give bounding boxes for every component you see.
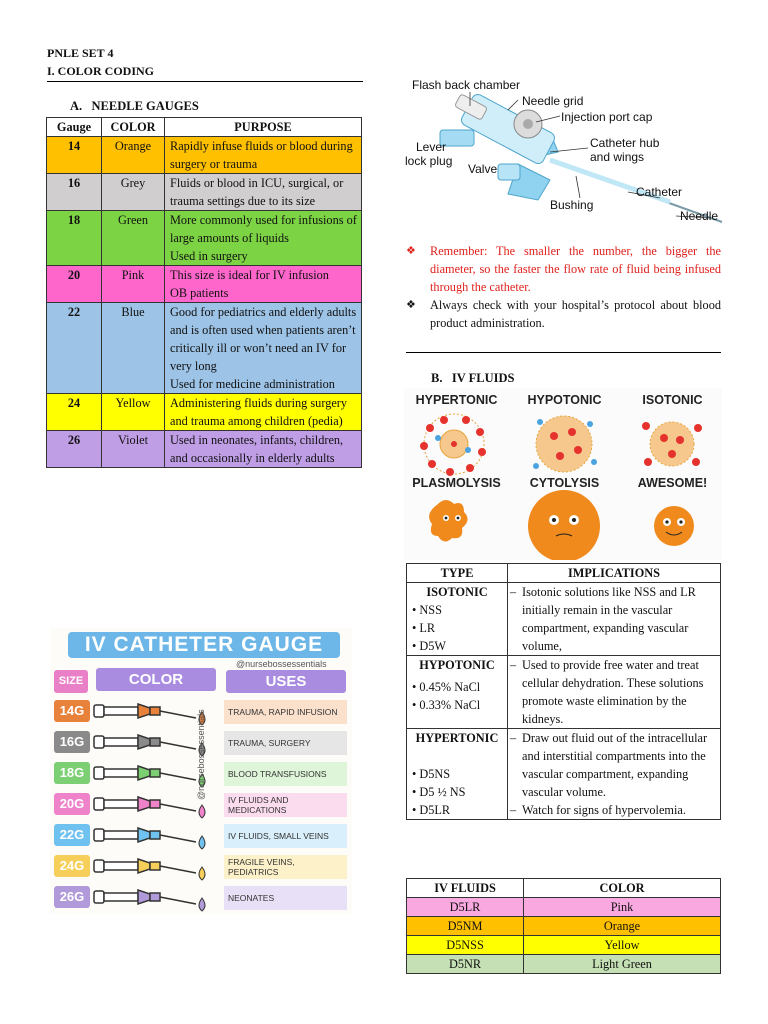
bullet-dot-icon: • [412, 621, 420, 635]
bullet-dot-icon: • [412, 698, 420, 712]
fluid-color-cell: Yellow [524, 936, 721, 955]
purpose-line: OB patients [170, 286, 229, 300]
purpose-line: Used for medicine administration [170, 377, 335, 391]
purpose-cell [165, 431, 362, 468]
purpose-line: Good for pediatrics and elderly adults and is often used when patients aren’t critically ill or won’t need an IV for very long [170, 305, 357, 373]
type-cell [407, 656, 508, 729]
fluid-type-name: HYPOTONIC [419, 658, 495, 672]
table-row [407, 583, 721, 656]
table-header-row [407, 879, 721, 898]
implication-text: Used to provide free water and treat cellular dehydration. These solutions promote waste elimination by the kidneys. [522, 658, 704, 726]
header-divider [47, 81, 363, 82]
implications-cell [508, 656, 721, 729]
valve [498, 164, 520, 180]
purpose-cell [165, 303, 362, 394]
table-row [47, 266, 362, 303]
isotonic-cartoon [654, 506, 694, 546]
infographic-handle: @nursebossessentials [236, 659, 327, 669]
bullet-dot-icon: • [412, 603, 420, 617]
infographic-handle-vertical: @nursebossessentials [196, 709, 206, 800]
column-header-gauge: Gauge [47, 118, 102, 137]
gauge-size-badge: 14G [54, 700, 90, 722]
spacer [409, 747, 505, 765]
dash-bullet-icon: – [510, 803, 517, 817]
implications-cell [508, 583, 721, 656]
type-cell [407, 583, 508, 656]
catheter-needle-icon [92, 882, 220, 912]
type-cell [407, 729, 508, 820]
purpose-cell [165, 174, 362, 211]
gauge-cell: 16 [47, 174, 102, 211]
purpose-line: Used in surgery [170, 249, 248, 263]
fluid-example [409, 783, 505, 801]
label-lock-plug: lock plug [405, 154, 453, 168]
fluid-example [409, 619, 505, 637]
fluid-example-text: LR [419, 621, 436, 635]
gauge-cell: 14 [47, 137, 102, 174]
catheter-needle-icon [92, 820, 220, 850]
label-flash-back-chamber: Flash back chamber [412, 78, 521, 92]
use-band: NEONATES [224, 886, 347, 910]
dash-bullet-icon: – [510, 658, 517, 672]
fluid-type-name: HYPERTONIC [415, 731, 499, 745]
tonicity-result-awesome: AWESOME! [637, 476, 708, 490]
purpose-cell [165, 137, 362, 174]
color-cell: Green [102, 211, 165, 266]
purpose-line: Fluids or blood in ICU, surgical, or trauma settings due to its size [170, 176, 344, 208]
iv-fluids-heading: B. IV FLUIDS [431, 371, 515, 385]
table-header-row [47, 118, 362, 137]
table-row [407, 898, 721, 917]
gauge-size-badge: 16G [54, 731, 90, 753]
table-row [47, 137, 362, 174]
iv-fluid-cell: D5NSS [407, 936, 524, 955]
infographic-title: IV CATHETER GAUGE [68, 632, 340, 658]
label-lever: Lever [416, 140, 447, 154]
implication-item [510, 583, 718, 655]
fluid-example-text: 0.45% NaCl [419, 680, 481, 694]
fluid-example [409, 601, 505, 619]
fluid-example [409, 696, 505, 714]
table-row [407, 729, 721, 820]
page-header [47, 44, 363, 80]
table-row [407, 656, 721, 729]
gauge-cell: 26 [47, 431, 102, 468]
implication-text: Isotonic solutions like NSS and LR initially remain in the vascular compartment, expanding vascular volume, [522, 585, 696, 653]
note-always [406, 296, 721, 332]
gauge-cell: 18 [47, 211, 102, 266]
cytolysis-cartoon [528, 490, 600, 560]
plasmolysis-cartoon [429, 500, 467, 542]
fluid-color-cell: Pink [524, 898, 721, 917]
label-needle: Needle [680, 209, 719, 223]
table-header-row [407, 564, 721, 583]
use-band: IV FLUIDS, SMALL VEINS [224, 824, 347, 848]
infographic-header-size: SIZE [54, 670, 88, 693]
gauge-size-badge: 22G [54, 824, 90, 846]
dash-bullet-icon: – [510, 731, 517, 745]
column-header-color: COLOR [102, 118, 165, 137]
bullet-dot-icon: • [412, 785, 420, 799]
use-band: BLOOD TRANSFUSIONS [224, 762, 347, 786]
gauge-size-badge: 18G [54, 762, 90, 784]
dash-bullet-icon: – [510, 585, 517, 599]
purpose-line: Rapidly infuse fluids or blood during surgery or trauma [170, 139, 353, 171]
fluid-color-cell: Orange [524, 917, 721, 936]
notes [406, 242, 721, 332]
tonicity-label-isotonic: ISOTONIC [642, 393, 703, 407]
purpose-line: Used in neonates, infants, children, and occasionally in elderly adults [170, 433, 344, 465]
table-row [47, 303, 362, 394]
table-row [407, 917, 721, 936]
use-band: IV FLUIDS AND MEDICATIONS [224, 793, 347, 817]
tonicity-result-plasmolysis: PLASMOLYSIS [412, 476, 501, 490]
section-divider [406, 352, 721, 353]
implication-item [510, 729, 718, 801]
label-injection-port-cap: Injection port cap [561, 110, 653, 124]
gauge-cell: 22 [47, 303, 102, 394]
iv-fluid-cell: D5LR [407, 898, 524, 917]
iv-fluid-color-table [406, 878, 721, 974]
implication-item [510, 801, 718, 819]
gauge-size-badge: 20G [54, 793, 90, 815]
column-header-color: COLOR [524, 879, 721, 898]
note-always-text: Always check with your hospital’s protocol about blood product administration. [430, 298, 721, 330]
fluid-example-text: D5 ½ NS [419, 785, 466, 799]
use-band: TRAUMA, RAPID INFUSION [224, 700, 347, 724]
column-header-implications: IMPLICATIONS [508, 564, 721, 583]
bullet-diamond-icon: ❖ [406, 245, 416, 257]
isotonic-cell [642, 422, 702, 466]
table-row [47, 211, 362, 266]
use-band: FRAGILE VEINS, PEDIATRICS [224, 855, 347, 879]
table-row [47, 431, 362, 468]
hypotonic-cell [533, 416, 597, 472]
gauge-cell: 20 [47, 266, 102, 303]
fluid-example-text: D5NS [419, 767, 451, 781]
column-header-type: TYPE [407, 564, 508, 583]
iv-fluid-cell: D5NM [407, 917, 524, 936]
catheter-needle-icon [92, 851, 220, 881]
table-row [407, 955, 721, 974]
gauge-size-badge: 24G [54, 855, 90, 877]
purpose-line: This size is ideal for IV infusion [170, 268, 329, 282]
gauge-cell: 24 [47, 394, 102, 431]
color-cell: Violet [102, 431, 165, 468]
section-title: I. COLOR CODING [47, 64, 155, 78]
label-catheter-hub: Catheter hub [590, 136, 660, 150]
fluid-color-cell: Light Green [524, 955, 721, 974]
iv-fluid-cell: D5NR [407, 955, 524, 974]
table-row [47, 174, 362, 211]
color-cell: Orange [102, 137, 165, 174]
page-title: PNLE SET 4 [47, 46, 114, 60]
tonicity-result-cytolysis: CYTOLYSIS [529, 476, 600, 490]
fluid-example [409, 765, 505, 783]
implication-item [510, 656, 718, 728]
fluid-example-text: D5W [419, 639, 447, 653]
infographic-header-uses: USES [226, 670, 346, 693]
column-header-iv-fluids: IV FLUIDS [407, 879, 524, 898]
purpose-line: Administering fluids during surgery and trauma among children (pedia) [170, 396, 348, 428]
label-catheter: Catheter [636, 185, 683, 199]
purpose-cell [165, 211, 362, 266]
needle-gauges-heading: A. NEEDLE GAUGES [70, 99, 199, 113]
bullet-dot-icon: • [412, 680, 420, 694]
bullet-dot-icon: • [412, 767, 420, 781]
implication-text: Watch for signs of hypervolemia. [522, 803, 686, 817]
implications-cell [508, 729, 721, 820]
fluid-example-text: D5LR [419, 803, 451, 817]
bullet-dot-icon: • [412, 803, 420, 817]
fluid-example-text: NSS [419, 603, 442, 617]
color-cell: Grey [102, 174, 165, 211]
note-remember [406, 242, 721, 296]
label-and-wings: and wings [590, 150, 645, 164]
note-remember-text: Remember: The smaller the number, the bigger the diameter, so the faster the flow rate of fluid being infused through the catheter. [430, 244, 721, 294]
purpose-line: More commonly used for infusions of large amounts of liquids [170, 213, 357, 245]
label-bushing: Bushing [550, 198, 594, 212]
implication-text: Draw out fluid out of the intracellular and interstitial compartments into the vascular compartment, expanding vascular volume. [522, 731, 708, 799]
fluid-example [409, 678, 505, 696]
purpose-cell [165, 266, 362, 303]
bullet-dot-icon: • [412, 639, 420, 653]
tonicity-label-hypotonic: HYPOTONIC [527, 393, 602, 407]
infographic-header-color: COLOR [96, 668, 216, 691]
color-cell: Pink [102, 266, 165, 303]
color-cell: Yellow [102, 394, 165, 431]
table-row [407, 936, 721, 955]
fluid-example [409, 801, 505, 819]
leader-grid [508, 100, 518, 110]
gauge-size-badge: 26G [54, 886, 90, 908]
iv-fluid-type-table [406, 563, 721, 820]
fluid-example-text: 0.33% NaCl [419, 698, 481, 712]
label-needle-grid: Needle grid [522, 94, 584, 108]
leader-bushing [576, 176, 580, 198]
injection-port-center [523, 119, 533, 129]
hypertonic-cell [420, 414, 486, 476]
bullet-diamond-icon: ❖ [406, 299, 416, 311]
table-row [47, 394, 362, 431]
color-cell: Blue [102, 303, 165, 394]
needle-gauge-table [46, 117, 362, 468]
use-band: TRAUMA, SURGERY [224, 731, 347, 755]
fluid-type-name: ISOTONIC [426, 585, 488, 599]
column-header-purpose: PURPOSE [165, 118, 362, 137]
purpose-cell [165, 394, 362, 431]
tonicity-label-hypertonic: HYPERTONIC [415, 393, 498, 407]
label-valve: Valve [468, 162, 498, 176]
fluid-example [409, 637, 505, 655]
